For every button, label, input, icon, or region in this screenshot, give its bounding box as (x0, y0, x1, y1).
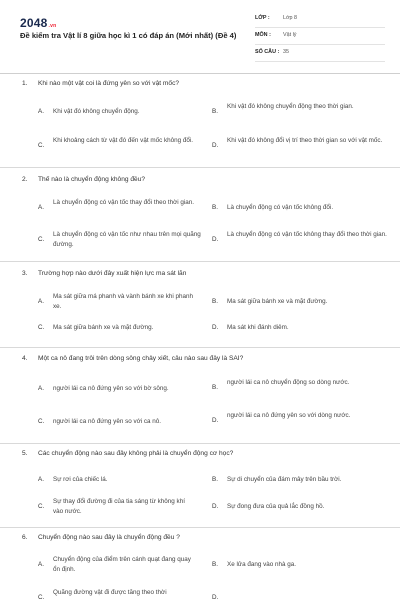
site-logo[interactable] (20, 16, 56, 30)
option-text: Là chuyển động có vận tốc không đổi. (227, 204, 334, 211)
question-divider (0, 527, 400, 528)
logo-text: 2048 (20, 16, 48, 30)
question-number: 3. (22, 270, 28, 277)
option-letter: B. (212, 561, 218, 568)
logo-suffix: .vn (48, 23, 57, 29)
option-text: Ma sát giữa bánh xe và mặt đường. (227, 298, 328, 305)
document-title: Đề kiểm tra Vật lí 8 giữa học kì 1 có đáp án (Mới nhất) (Đề 4) (20, 31, 237, 40)
option-text: Khi khoảng cách từ vật đó đến vật mốc không đổi. (53, 137, 194, 144)
question-text: Khi nào một vật coi là đứng yên so với vật mốc? (38, 80, 180, 87)
option-letter: A. (38, 385, 44, 392)
document-meta (255, 13, 385, 64)
option-letter: A. (38, 561, 44, 568)
question-number: 6. (22, 534, 28, 541)
option-text: Khi vật đó không đổi vị trí theo thời gian so với vật mốc. (227, 137, 383, 144)
option-text: Sự đong đưa của quả lắc đồng hồ. (227, 503, 325, 510)
option-text: người lái ca nô đứng yên so với ca nô. (53, 418, 162, 425)
meta-row-class (255, 13, 385, 28)
question-stem (22, 176, 145, 183)
question-stem (22, 534, 180, 541)
option-letter: D. (212, 142, 219, 149)
document-header (0, 0, 400, 74)
option-letter: D. (212, 236, 219, 243)
option-text: Quãng đường vật đi được tăng theo thời (53, 589, 167, 596)
option-letter: D. (212, 503, 219, 510)
meta-row-subject (255, 30, 385, 45)
meta-key: MÔN : (255, 32, 271, 38)
question-number: 1. (22, 80, 28, 87)
question-text: Thế nào là chuyển động không đều? (38, 176, 146, 183)
option-text: Ma sát khi đánh diêm. (227, 324, 289, 331)
option-text: Là chuyển động có vận tốc không thay đổi theo thời gian. (227, 231, 387, 238)
meta-value: Vật lý (283, 32, 297, 38)
option-letter: B. (212, 476, 218, 483)
question-stem (22, 270, 186, 277)
option-text: Khi vật đó không chuyển động theo thời gian. (227, 103, 354, 110)
meta-key: SỐ CÂU : (255, 49, 280, 55)
option-text: Ma sát giữa bánh xe và mặt đường. (53, 324, 154, 331)
option-letter: B. (212, 298, 218, 305)
option-text: Ma sát giữa má phanh và vành bánh xe khi phanh xe. (53, 293, 194, 310)
option-letter: B. (212, 204, 218, 211)
question-number: 4. (22, 355, 28, 362)
question-text: Các chuyển động nào sau đây không phải là chuyển động cơ học? (38, 450, 234, 457)
option-letter: B. (212, 108, 218, 115)
question-text: Một ca nô đang trôi trên dòng sông chảy xiết, câu nào sau đây là SAI? (38, 355, 244, 362)
meta-key: LỚP : (255, 15, 270, 21)
meta-row-count (255, 47, 385, 62)
option-text: Khi vật đó không chuyển động. (53, 108, 140, 115)
option-letter: C. (38, 236, 45, 243)
option-letter: C. (38, 503, 45, 510)
option-letter: D. (212, 594, 219, 601)
option-text: Là chuyển động có vận tốc như nhau trên mọi quãng đường. (53, 231, 201, 248)
option-text: Sự di chuyển của đám mây trên bầu trời. (227, 476, 342, 483)
option-letter: A. (38, 204, 44, 211)
question-number: 2. (22, 176, 28, 183)
option-text: Chuyển động của điểm trên cánh quạt đang quay ổn định. (53, 556, 191, 573)
option-letter: B. (212, 384, 218, 391)
question-divider (0, 347, 400, 348)
option-letter: D. (212, 324, 219, 331)
option-letter: C. (38, 142, 45, 149)
question-divider (0, 167, 400, 168)
meta-value: Lớp 8 (283, 15, 298, 21)
option-text: Sự thay đổi đường đi của tia sáng từ không khí vào nước. (53, 498, 185, 515)
meta-value: 35 (283, 49, 289, 55)
question-divider (0, 443, 400, 444)
option-text: người lái ca nô đứng yên so với bờ sông. (53, 385, 169, 392)
option-text: Sự rơi của chiếc lá. (53, 476, 108, 483)
question-number: 5. (22, 450, 28, 457)
option-text: người lái ca nô đứng yên so với dòng nước. (227, 412, 351, 419)
option-letter: A. (38, 476, 44, 483)
question-divider (0, 261, 400, 262)
option-text: người lái ca nô chuyển động so dòng nước. (227, 379, 350, 386)
option-letter: C. (38, 418, 45, 425)
option-text: Xe lửa đang vào nhà ga. (227, 561, 296, 568)
option-letter: A. (38, 298, 44, 305)
question-text: Trường hợp nào dưới đây xuất hiện lực ma sát lăn (38, 270, 187, 277)
question-stem (22, 450, 233, 457)
question-stem (22, 355, 243, 362)
option-letter: D. (212, 417, 219, 424)
option-text: Là chuyển động có vận tốc thay đổi theo thời gian. (53, 199, 195, 206)
option-letter: C. (38, 324, 45, 331)
option-letter: A. (38, 108, 44, 115)
question-stem (22, 80, 179, 87)
option-letter: C. (38, 594, 45, 601)
question-text: Chuyển động nào sau đây là chuyển động đều ? (38, 534, 180, 541)
